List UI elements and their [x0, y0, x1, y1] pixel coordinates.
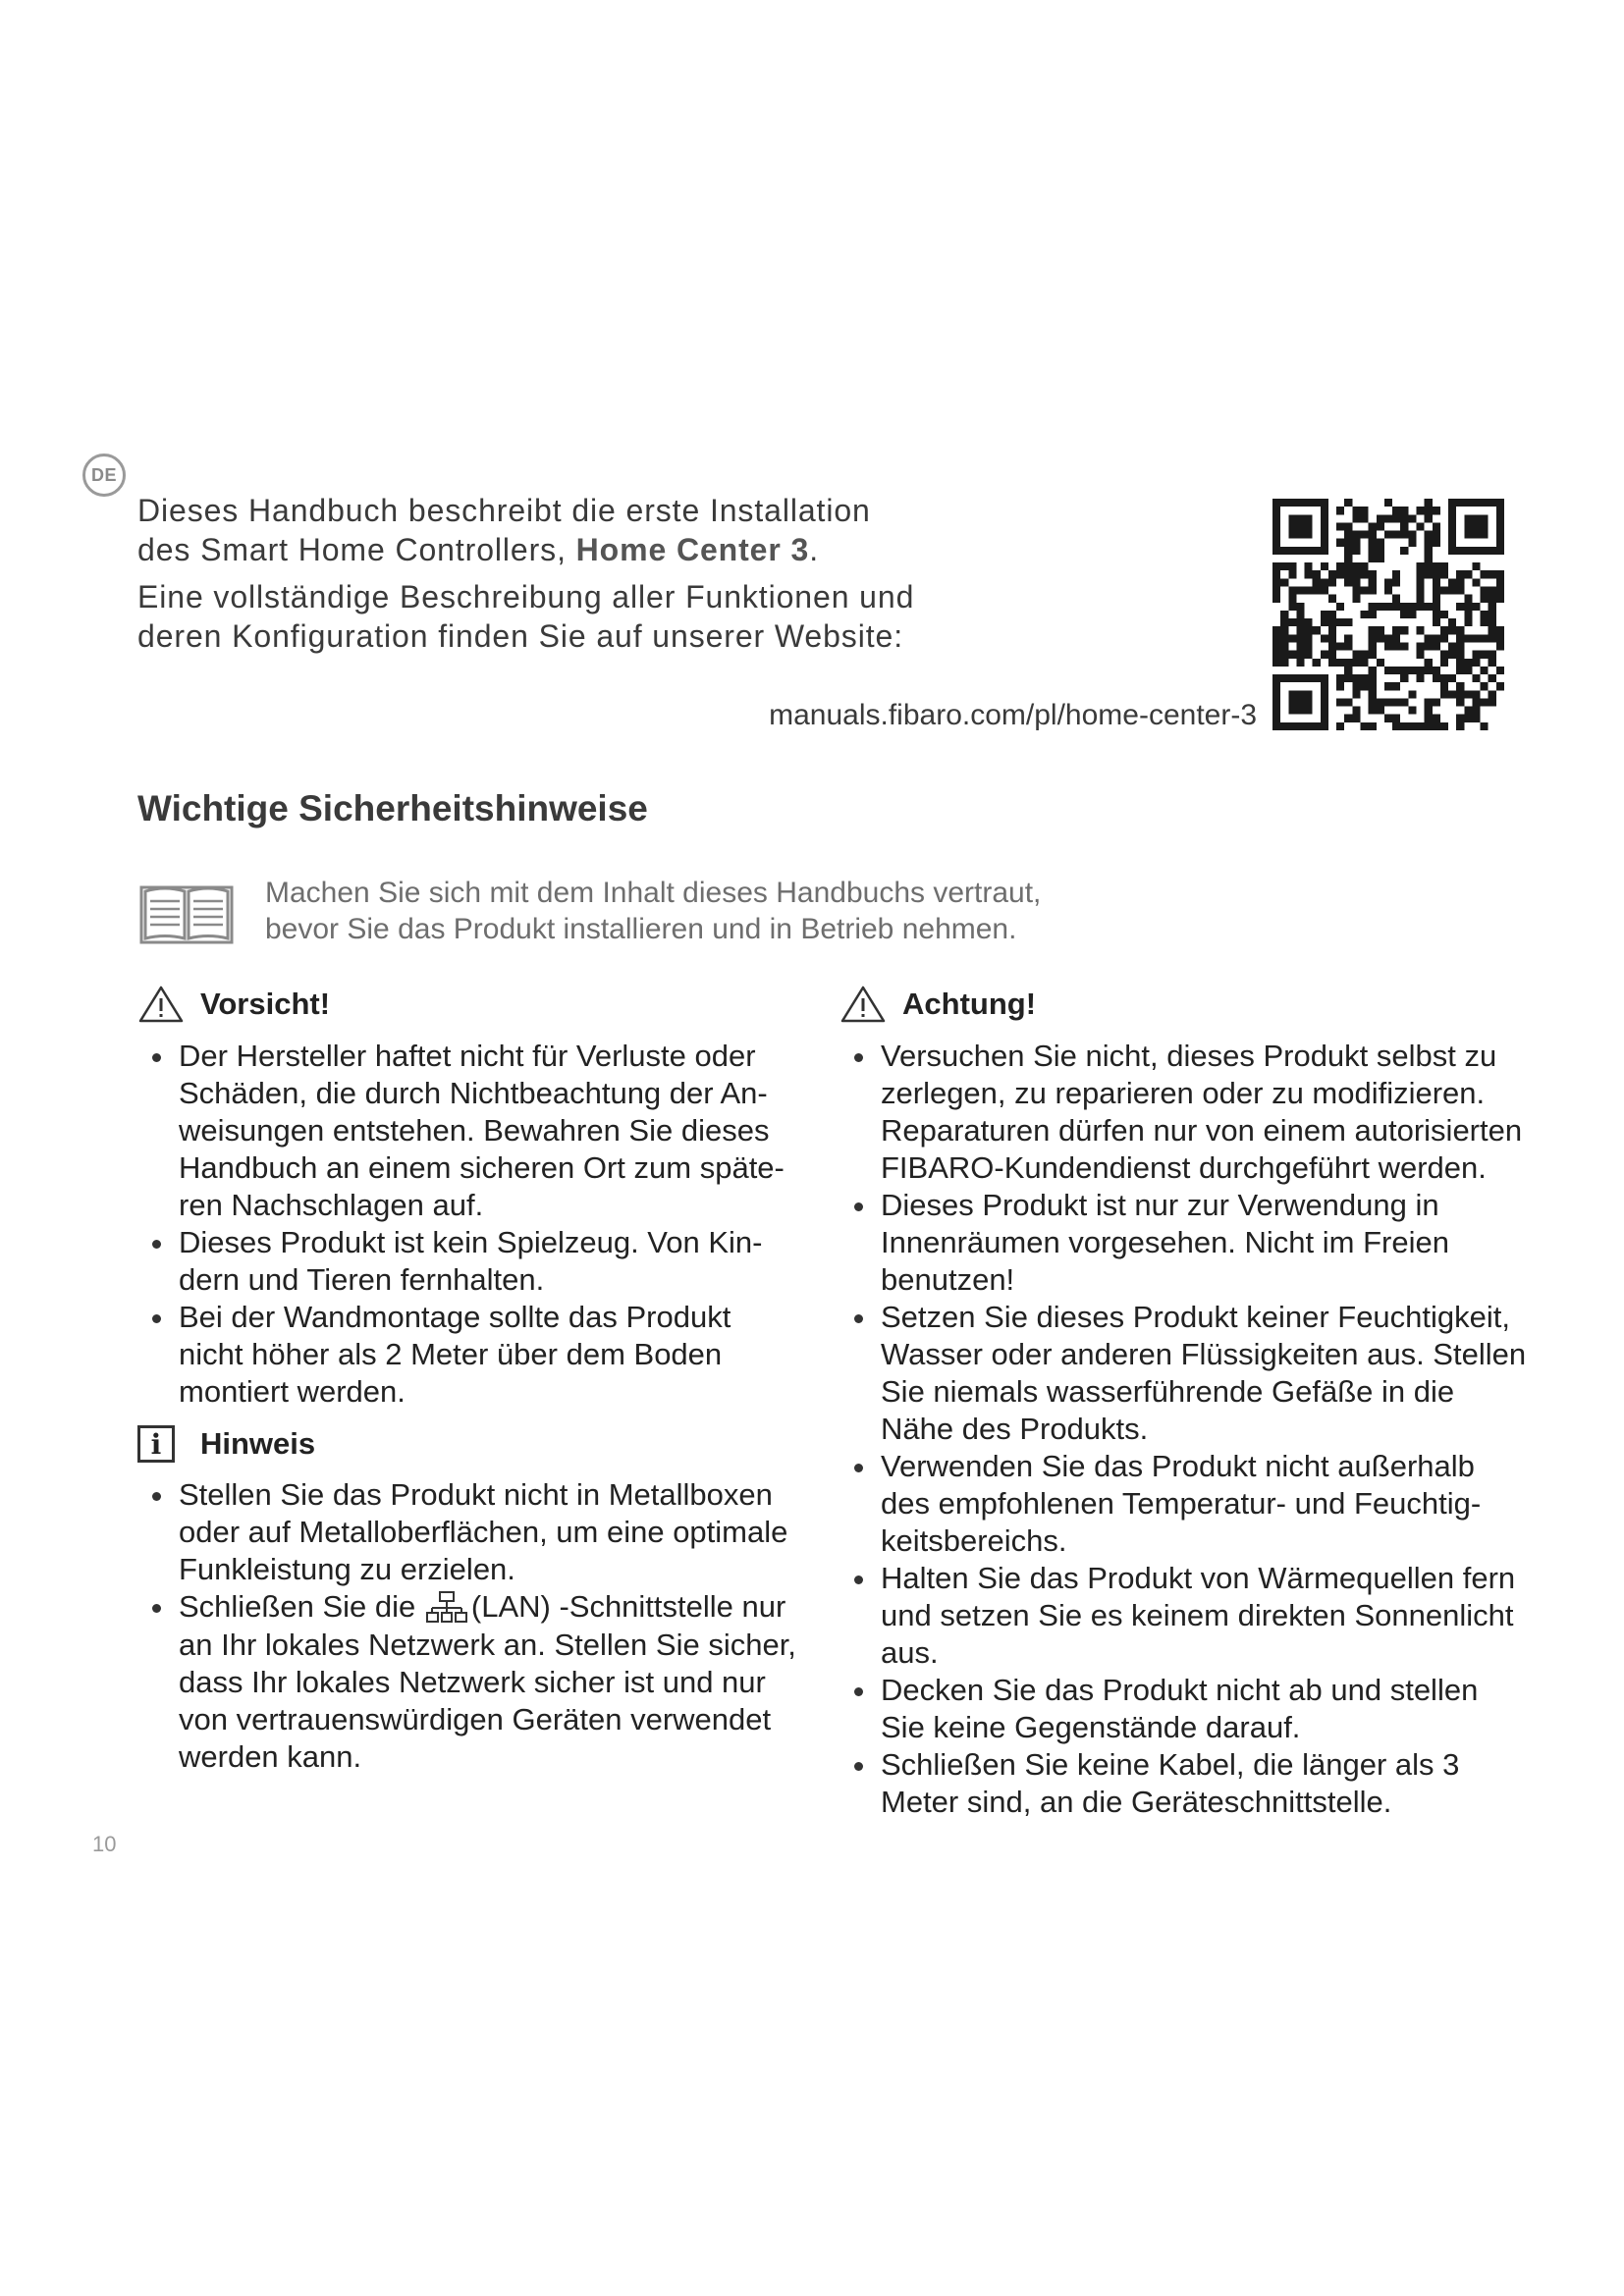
intro-paragraph-1 — [137, 491, 1001, 569]
intro-paragraph-2 — [137, 577, 1001, 656]
text-line: Decken Sie das Produkt nicht ab und stellen — [881, 1673, 1479, 1707]
warning-triangle-icon — [137, 985, 185, 1024]
text-line: des empfohlenen Temperatur- und Feuchtig- — [881, 1486, 1482, 1521]
vorsicht-title — [137, 985, 825, 1024]
text-line: Wasser oder anderen Flüssigkeiten aus. Stellen — [881, 1337, 1527, 1371]
text-line: benutzen! — [881, 1262, 1015, 1297]
text-line: (LAN) -Schnittstelle nur — [470, 1589, 786, 1624]
text-line: nicht höher als 2 Meter über dem Boden — [179, 1337, 723, 1371]
text-line: keitsbereichs. — [881, 1523, 1067, 1558]
intro-para2-line-2: deren Konfiguration finden Sie auf unserer Website: — [137, 618, 903, 654]
text-line: Bei der Wandmontage sollte das Produkt — [179, 1300, 731, 1334]
qr-code-icon[interactable] — [1272, 499, 1504, 730]
vorsicht-title-text: Vorsicht! — [200, 987, 331, 1021]
text-line: Schließen Sie die — [179, 1589, 424, 1624]
list-item — [839, 1187, 1527, 1299]
hinweis-list — [137, 1476, 825, 1776]
text-line: Setzen Sie dieses Produkt keiner Feuchtigkeit, — [881, 1300, 1511, 1334]
read-manual-note — [265, 875, 1041, 947]
intro-line-2-post: . — [809, 532, 820, 567]
hinweis-title — [137, 1425, 825, 1463]
text-line: Stellen Sie das Produkt nicht in Metallboxen — [179, 1477, 773, 1512]
text-line: Schäden, die durch Nichtbeachtung der An- — [179, 1076, 768, 1110]
achtung-title-text: Achtung! — [902, 987, 1037, 1021]
list-item — [839, 1746, 1527, 1821]
section-heading: Wichtige Sicherheitshinweise — [137, 788, 648, 828]
text-line: Nähe des Produkts. — [881, 1412, 1149, 1446]
text-line: Handbuch an einem sicheren Ort zum späte- — [179, 1150, 785, 1185]
text-line: dern und Tieren fernhalten. — [179, 1262, 545, 1297]
text-line: Sie niemals wasserführende Gefäße in die — [881, 1374, 1455, 1409]
intro-para2-line-1: Eine vollständige Beschreibung aller Funktionen und — [137, 579, 915, 614]
warning-triangle-icon — [839, 985, 887, 1024]
text-line: zerlegen, zu reparieren oder zu modifizieren. — [881, 1076, 1486, 1110]
read-note-line-1: Machen Sie sich mit dem Inhalt dieses Handbuchs vertraut, — [265, 877, 1042, 909]
text-line: Innenräumen vorgesehen. Nicht im Freien — [881, 1225, 1449, 1259]
list-item — [137, 1224, 825, 1299]
info-icon: i — [137, 1425, 175, 1463]
text-line: Versuchen Sie nicht, dieses Produkt selbst zu — [881, 1039, 1497, 1073]
text-line: Schließen Sie keine Kabel, die länger als 3 — [881, 1747, 1460, 1782]
manual-url-link[interactable]: manuals.fibaro.com/pl/home-center-3 — [769, 699, 1257, 731]
hinweis-title-text: Hinweis — [200, 1426, 316, 1461]
text-line: weisungen entstehen. Bewahren Sie dieses — [179, 1113, 770, 1148]
book-icon — [137, 880, 236, 948]
intro-text — [137, 491, 1001, 656]
vorsicht-section — [137, 985, 825, 1411]
list-item — [839, 1299, 1527, 1448]
achtung-section — [839, 985, 1527, 1821]
list-item — [839, 1448, 1527, 1560]
vorsicht-list — [137, 1038, 825, 1411]
list-item — [839, 1672, 1527, 1746]
text-line: oder auf Metalloberflächen, um eine optimale — [179, 1515, 788, 1549]
text-line: Halten Sie das Produkt von Wärmequellen fern — [881, 1561, 1516, 1595]
list-item — [137, 1299, 825, 1411]
text-line: werden kann. — [179, 1739, 362, 1774]
text-line: Funkleistung zu erzielen. — [179, 1552, 515, 1586]
text-line: FIBARO-Kundendienst durchgeführt werden. — [881, 1150, 1487, 1185]
achtung-list — [839, 1038, 1527, 1821]
text-line: Reparaturen dürfen nur von einem autorisierten — [881, 1113, 1523, 1148]
achtung-title — [839, 985, 1527, 1024]
text-line: Dieses Produkt ist nur zur Verwendung in — [881, 1188, 1439, 1222]
list-item — [137, 1038, 825, 1224]
text-line: von vertrauenswürdigen Geräten verwendet — [179, 1702, 772, 1736]
text-line: Der Hersteller haftet nicht für Verluste oder — [179, 1039, 756, 1073]
text-line: Sie keine Gegenstände darauf. — [881, 1710, 1301, 1744]
text-line: Verwenden Sie das Produkt nicht außerhalb — [881, 1449, 1475, 1483]
read-note-line-2: bevor Sie das Produkt installieren und in Betrieb nehmen. — [265, 913, 1017, 945]
text-line: an Ihr lokales Netzwerk an. Stellen Sie sicher, — [179, 1628, 796, 1662]
language-badge: DE — [82, 454, 126, 497]
text-line: montiert werden. — [179, 1374, 406, 1409]
list-item — [137, 1588, 825, 1776]
product-name: Home Center 3 — [575, 532, 810, 567]
page-number: 10 — [92, 1832, 117, 1856]
list-item — [839, 1038, 1527, 1187]
text-line: Dieses Produkt ist kein Spielzeug. Von Kin- — [179, 1225, 763, 1259]
list-item — [839, 1560, 1527, 1672]
text-line: dass Ihr lokales Netzwerk sicher ist und nur — [179, 1665, 766, 1699]
text-line: Meter sind, an die Geräteschnittstelle. — [881, 1785, 1392, 1819]
intro-line-1: Dieses Handbuch beschreibt die erste Installation — [137, 493, 871, 528]
text-line: und setzen Sie es keinem direkten Sonnenlicht — [881, 1598, 1514, 1632]
intro-line-2-pre: des Smart Home Controllers, — [137, 532, 576, 567]
lan-port-icon — [426, 1589, 469, 1627]
text-line: aus. — [881, 1635, 939, 1670]
hinweis-section — [137, 1425, 825, 1776]
list-item — [137, 1476, 825, 1588]
text-line: ren Nachschlagen auf. — [179, 1188, 484, 1222]
